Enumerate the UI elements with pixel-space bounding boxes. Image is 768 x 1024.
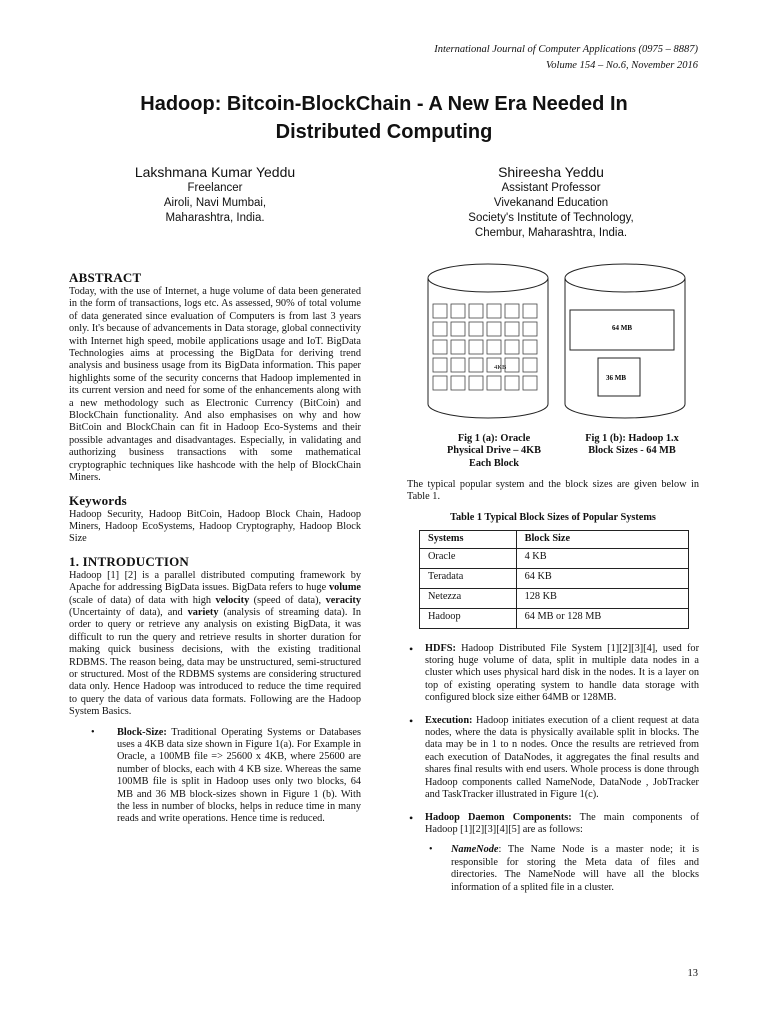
- keywords-text: Hadoop Security, Hadoop BitCoin, Hadoop Block Chain, Hadoop Miners, Hadoop EcoSystems, Hadoop Cryptography, Hadoop Block Size: [69, 508, 361, 545]
- table-row: Hadoop 64 MB or 128 MB: [420, 608, 689, 628]
- author-2: Shireesha Yeddu Assistant Professor Vivekanand Education Society's Institute of Technology, Chembur, Maharashtra, India.: [420, 163, 682, 241]
- table-intro-text: The typical popular system and the block sizes are given below in Table 1.: [407, 479, 699, 503]
- figure-caption-a: Fig 1 (a): Oracle Physical Drive – 4KB Each Block: [446, 433, 542, 469]
- table-row: Teradata 64 KB: [420, 568, 689, 588]
- oracle-drive-diagram: [425, 262, 551, 420]
- hadoop-drive-diagram: [562, 262, 688, 420]
- table-row: Netezza 128 KB: [420, 588, 689, 608]
- table-title: Table 1 Typical Block Sizes of Popular Systems: [450, 511, 656, 523]
- table-header: Block Size: [516, 531, 688, 548]
- author-1: Lakshmana Kumar Yeddu Freelancer Airoli, Navi Mumbai, Maharashtra, India.: [100, 163, 330, 226]
- author-name: Lakshmana Kumar Yeddu: [134, 164, 296, 180]
- svg-text:64 MB: 64 MB: [612, 324, 633, 332]
- paper-title: Hadoop: Bitcoin-BlockChain - A New Era Needed In Distributed Computing: [140, 93, 628, 143]
- figure-1: [407, 262, 699, 469]
- journal-volume: Volume 154 – No.6, November 2016: [546, 60, 698, 71]
- author-name: Shireesha Yeddu: [498, 164, 604, 180]
- journal-name: International Journal of Computer Applications (0975 – 8887): [434, 44, 698, 55]
- table-row: Oracle 4 KB: [420, 548, 689, 568]
- left-column: [69, 270, 361, 826]
- table-header: Systems: [420, 531, 517, 548]
- list-item: • HDFS: Hadoop Distributed File System [1][2][3][4], used for storing huge volume of data, split in multiple data nodes in a cluster which uses physical hard disk in the nodes. It is a layer on top of existing operating system to handle data storage with configured block size either 64MB or 128MB.: [407, 643, 699, 705]
- list-item: • Block-Size: Traditional Operating Systems or Databases uses a 4KB data size shown in Figure 1(a). For Example in Oracle, a 100MB file => 25600 x 4KB, where 25600 are number of blocks, each with 4 KB size. Whereas the same 100MB file is split in Hadoop uses only two blocks, 64 MB and 36 MB block-sizes shown in Figure 1 (b). With the less in number of blocks, helps in reduce time in many reads and write operations. Hence time is reduced.: [69, 727, 361, 826]
- list-item: • Execution: Hadoop initiates execution of a client request at data nodes, where the data is physically available split in blocks. The data may be in 1 to n nodes. Once the results are retrieved from each execution of DataNodes, it aggregates the final results and shares final results with end users. Whole process is done through Hadoop components called NameNode, DataNode , JobTracker and TaskTracker illustrated in Figure 1(c).: [407, 715, 699, 802]
- abstract-heading: ABSTRACT: [69, 270, 142, 285]
- introduction-heading: 1. INTRODUCTION: [69, 553, 190, 569]
- hadoop-bullets: [407, 643, 699, 894]
- intro-bullets: [69, 727, 361, 826]
- block-size-table: [419, 530, 689, 628]
- page-number: 13: [687, 968, 698, 979]
- abstract-text: Today, with the use of Internet, a huge volume of data been generated in the form of transactions, logs etc. As assessed, 90% of total volume of data generated since evaluation of Computers is from last 3 years only. It's because of advancements in Data storage, global connectivity with Internet high speed, mobile applications usage and IoT. BigData Technologies aims at processing the BigData for deriving trend analysis and business usage from its BigData information. This paper highlights some of the security concerns that Hadoop implemented in its current version and need for some of the enhancements along with a new methodology such as Electronic Currency (BitCoin) and BlockChain functionality. And also emphasises on why and how BitCoin and BlockChain can fit in Hadoop Eco-Systems and their possible advantages and disadvantages. Especially, in validating and authorizing business transactions with some mathematical cryptographic techniques like hashcode with the help of BlockChain Miners.: [69, 286, 361, 484]
- right-column: [407, 262, 699, 904]
- introduction-text: Hadoop [1] [2] is a parallel distributed computing framework by Apache for addressing BigData issues. BigData refers to huge volume (scale of data) of data with high velocity (speed of data), veracity (Uncertainty of data), and variety (analysis of streaming data). In order to query or retrieve any analysis on existing BigData, it was difficult to run the query and retrieve results in shorter duration for making quick business decisions, with the existing traditional RDBMS. The reason being, data may be unstructured, semi-structured or structured. Most of the RDBMS systems are considering structured data only. Hence Hadoop was introduced to reduce the time required to query the data of various data formats. Following are the Hadoop System Basics.: [69, 569, 362, 718]
- figure-caption-b: Fig 1 (b): Hadoop 1.x Block Sizes - 64 MB: [585, 433, 679, 457]
- journal-header: [434, 42, 698, 74]
- cell-label: 4KB: [494, 364, 507, 371]
- list-item: • Hadoop Daemon Components: The main components of Hadoop [1][2][3][4][5] are as follows:: [407, 812, 699, 837]
- keywords-heading: Keywords: [69, 492, 127, 508]
- list-item: • NameNode: The Name Node is a master node; it is responsible for storing the Meta data of files and directories. The NameNode will have all the blocks information of a splited file in a cluster.: [407, 844, 699, 894]
- svg-text:36 MB: 36 MB: [606, 374, 627, 382]
